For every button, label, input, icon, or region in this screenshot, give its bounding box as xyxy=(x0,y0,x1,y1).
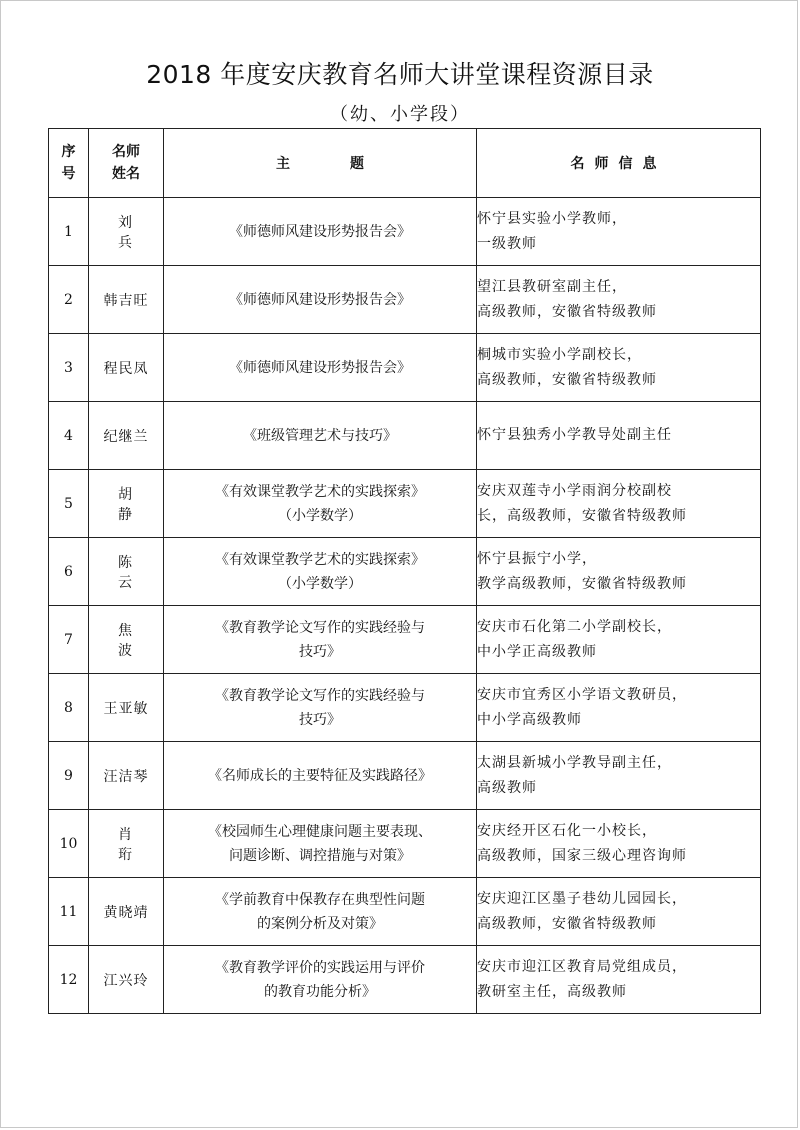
course-topic xyxy=(164,878,477,946)
table-row xyxy=(49,198,761,266)
course-topic xyxy=(164,946,477,1014)
header-no-line2: 号 xyxy=(61,166,76,182)
teacher-name: 刘 兵 xyxy=(89,198,164,266)
course-topic xyxy=(164,538,477,606)
teacher-info-line: 怀宁县振宁小学， xyxy=(477,550,597,567)
table-row xyxy=(49,810,761,878)
teacher-info xyxy=(477,810,761,878)
course-catalog-table xyxy=(48,128,761,1014)
teacher-name: 程民凤 xyxy=(89,334,164,402)
teacher-info-line: 长，高级教师，安徽省特级教师 xyxy=(477,507,687,524)
course-topic-line: 的教育功能分析》 xyxy=(264,983,376,1000)
teacher-info-line: 一级教师 xyxy=(477,235,537,252)
table-header-row xyxy=(49,129,761,198)
course-topic-line: 《教育教学评价的实践运用与评价 xyxy=(215,959,425,976)
teacher-info-line: 安庆市宜秀区小学语文教研员， xyxy=(477,686,687,703)
course-topic xyxy=(164,742,477,810)
teacher-info-line: 高级教师，安徽省特级教师 xyxy=(477,371,657,388)
teacher-info xyxy=(477,674,761,742)
teacher-info-line: 怀宁县独秀小学教导处副主任 xyxy=(477,427,672,443)
teacher-name: 黄晓靖 xyxy=(89,878,164,946)
row-number: 1 xyxy=(49,198,89,266)
teacher-info xyxy=(477,334,761,402)
document-subtitle: （幼、小学段） xyxy=(330,104,470,125)
course-topic-line: 《师德师风建设形势报告会》 xyxy=(229,291,411,308)
table-row xyxy=(49,538,761,606)
course-topic-line: 《教育教学论文写作的实践经验与 xyxy=(215,687,425,704)
course-topic-line: 技巧》 xyxy=(299,643,341,660)
course-topic-line: （小学数学） xyxy=(278,575,362,592)
course-topic xyxy=(164,334,477,402)
header-name xyxy=(89,129,164,198)
row-number: 6 xyxy=(49,538,89,606)
teacher-info xyxy=(477,538,761,606)
header-topic-b: 题 xyxy=(350,156,364,172)
course-topic xyxy=(164,266,477,334)
course-topic-line: 《名师成长的主要特征及实践路径》 xyxy=(208,767,432,784)
teacher-name: 焦 波 xyxy=(89,606,164,674)
teacher-info xyxy=(477,606,761,674)
teacher-info-line: 高级教师，安徽省特级教师 xyxy=(477,915,657,932)
table-row xyxy=(49,606,761,674)
teacher-info-line: 教学高级教师，安徽省特级教师 xyxy=(477,575,687,592)
course-topic xyxy=(164,198,477,266)
teacher-info-line: 中小学正高级教师 xyxy=(477,643,597,660)
teacher-name: 陈 云 xyxy=(89,538,164,606)
course-topic xyxy=(164,674,477,742)
teacher-info xyxy=(477,402,761,470)
row-number: 4 xyxy=(49,402,89,470)
teacher-info-line: 高级教师，安徽省特级教师 xyxy=(477,303,657,320)
teacher-info xyxy=(477,470,761,538)
course-topic-line: 问题诊断、调控措施与对策》 xyxy=(229,847,411,864)
teacher-name: 韩吉旺 xyxy=(89,266,164,334)
course-topic-line: 《有效课堂教学艺术的实践探索》 xyxy=(215,551,425,568)
teacher-name: 汪洁琴 xyxy=(89,742,164,810)
teacher-info xyxy=(477,742,761,810)
row-number: 10 xyxy=(49,810,89,878)
teacher-name: 江兴玲 xyxy=(89,946,164,1014)
course-topic xyxy=(164,606,477,674)
teacher-info-line: 太湖县新城小学教导副主任， xyxy=(477,754,672,771)
course-topic-line: 技巧》 xyxy=(299,711,341,728)
teacher-info-line: 安庆市石化第二小学副校长， xyxy=(477,618,672,635)
course-topic-line: （小学数学） xyxy=(278,507,362,524)
course-topic xyxy=(164,470,477,538)
course-topic-line: 《校园师生心理健康问题主要表现、 xyxy=(208,823,432,840)
teacher-info-line: 安庆双莲寺小学雨润分校副校 xyxy=(477,482,672,499)
row-number: 2 xyxy=(49,266,89,334)
course-topic-line: 《师德师风建设形势报告会》 xyxy=(229,223,411,240)
table-row xyxy=(49,470,761,538)
table-row xyxy=(49,742,761,810)
course-topic xyxy=(164,402,477,470)
course-topic-line: 《师德师风建设形势报告会》 xyxy=(229,359,411,376)
row-number: 11 xyxy=(49,878,89,946)
header-info: 名师信息 xyxy=(477,129,761,198)
table-row xyxy=(49,402,761,470)
table-row xyxy=(49,334,761,402)
teacher-info-line: 教研室主任，高级教师 xyxy=(477,983,627,1000)
table-row xyxy=(49,674,761,742)
header-topic xyxy=(164,129,477,198)
course-topic-line: 《教育教学论文写作的实践经验与 xyxy=(215,619,425,636)
teacher-name: 王亚敏 xyxy=(89,674,164,742)
table-row xyxy=(49,266,761,334)
course-topic-line: 《学前教育中保教存在典型性问题 xyxy=(215,891,425,908)
teacher-name: 纪继兰 xyxy=(89,402,164,470)
header-no-line1: 序 xyxy=(61,144,76,160)
header-no xyxy=(49,129,89,198)
teacher-info-line: 怀宁县实验小学教师， xyxy=(477,210,627,227)
teacher-info xyxy=(477,198,761,266)
row-number: 7 xyxy=(49,606,89,674)
header-name-line2: 姓名 xyxy=(112,166,140,182)
row-number: 12 xyxy=(49,946,89,1014)
teacher-info-line: 望江县教研室副主任， xyxy=(477,278,627,295)
row-number: 8 xyxy=(49,674,89,742)
row-number: 5 xyxy=(49,470,89,538)
teacher-info-line: 高级教师，国家三级心理咨询师 xyxy=(477,847,687,864)
teacher-info xyxy=(477,878,761,946)
teacher-info-line: 安庆市迎江区教育局党组成员， xyxy=(477,958,687,975)
header-name-line1: 名师 xyxy=(112,144,140,160)
course-topic-line: 的案例分析及对策》 xyxy=(257,915,383,932)
teacher-info-line: 桐城市实验小学副校长， xyxy=(477,346,642,363)
row-number: 9 xyxy=(49,742,89,810)
document-title: 2018 年度安庆教育名师大讲堂课程资源目录 xyxy=(146,60,654,89)
teacher-info-line: 中小学高级教师 xyxy=(477,711,582,728)
teacher-name: 胡 静 xyxy=(89,470,164,538)
teacher-info-line: 安庆迎江区墨子巷幼儿园园长， xyxy=(477,890,687,907)
course-topic-line: 《有效课堂教学艺术的实践探索》 xyxy=(215,483,425,500)
teacher-info xyxy=(477,266,761,334)
header-topic-a: 主 xyxy=(276,156,290,172)
course-topic xyxy=(164,810,477,878)
teacher-name: 肖 珩 xyxy=(89,810,164,878)
table-row xyxy=(49,878,761,946)
teacher-info-line: 安庆经开区石化一小校长， xyxy=(477,822,657,839)
course-topic-line: 《班级管理艺术与技巧》 xyxy=(243,427,397,444)
teacher-info xyxy=(477,946,761,1014)
table-row xyxy=(49,946,761,1014)
teacher-info-line: 高级教师 xyxy=(477,779,537,796)
row-number: 3 xyxy=(49,334,89,402)
